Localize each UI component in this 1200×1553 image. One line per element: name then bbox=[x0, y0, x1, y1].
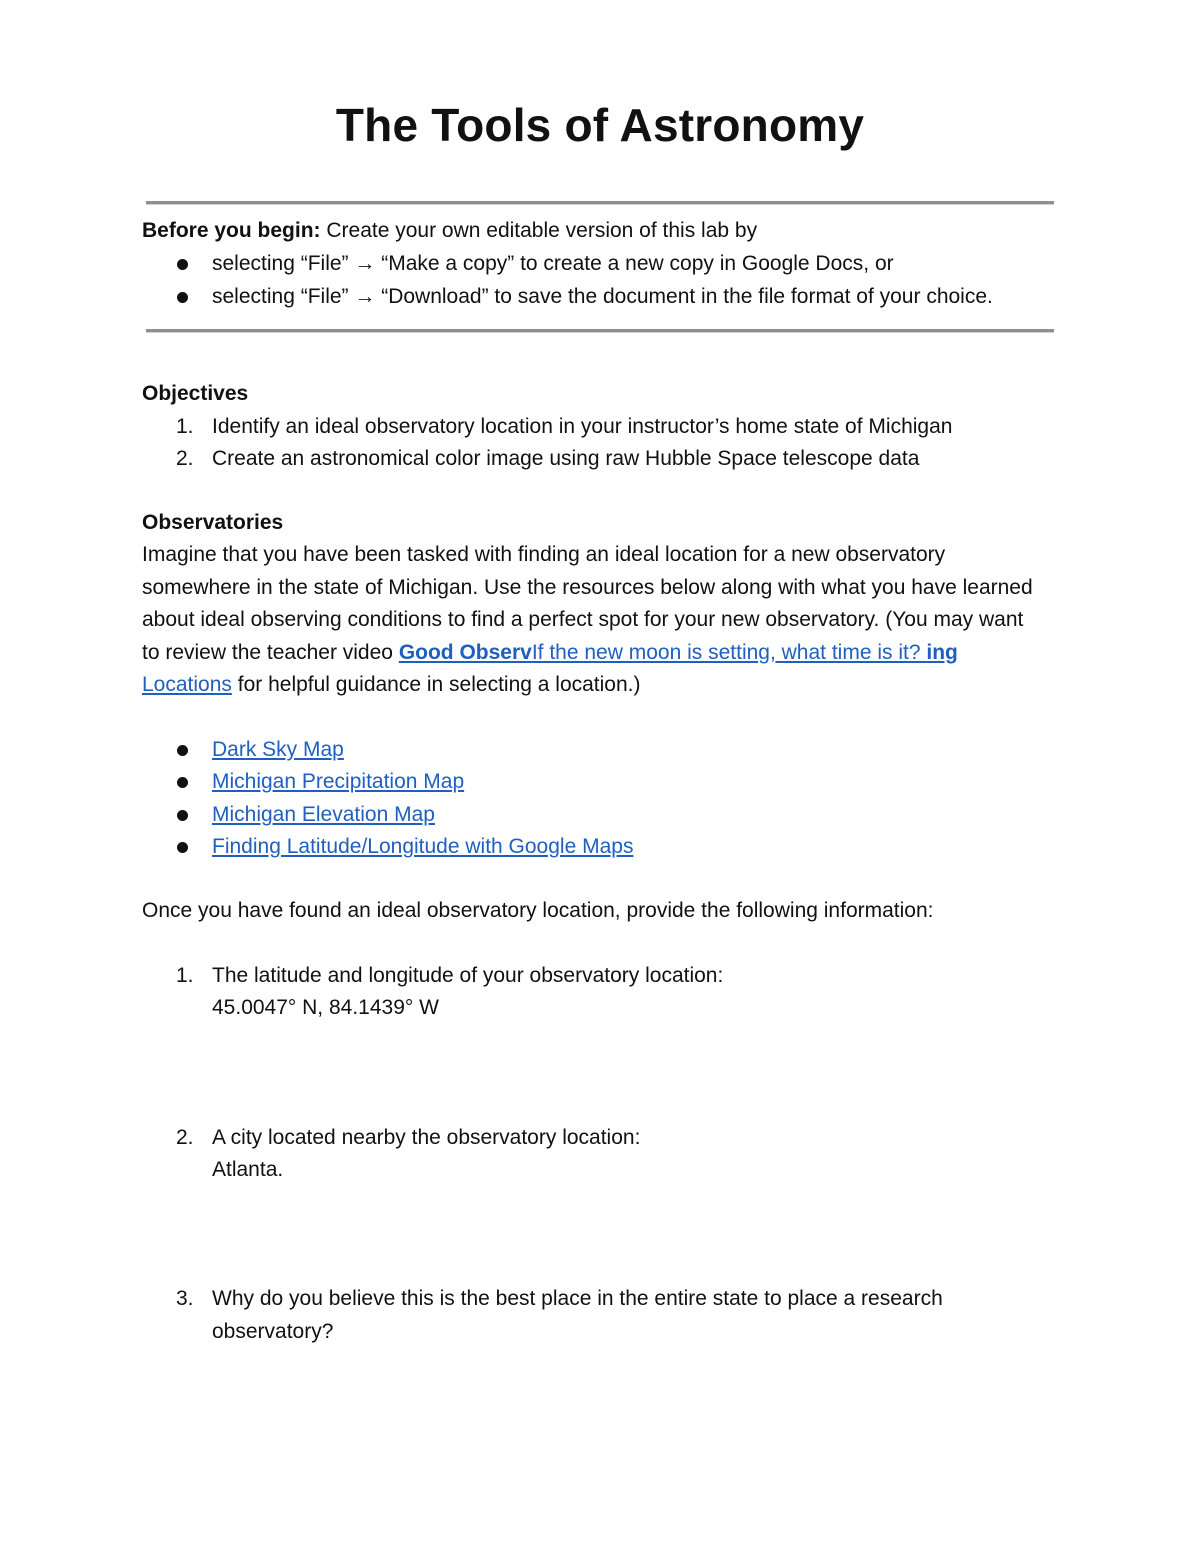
question-2-answer[interactable]: Atlanta. bbox=[212, 1158, 284, 1181]
divider-bottom bbox=[146, 329, 1054, 333]
observatories-para-line-1: Imagine that you have been tasked with finding an ideal location for a new observatory bbox=[142, 543, 946, 566]
page-title: The Tools of Astronomy bbox=[335, 99, 865, 151]
locations-link[interactable]: Locations bbox=[142, 673, 232, 696]
question-3-text-line-1: Why do you believe this is the best place in the entire state to place a research bbox=[212, 1287, 943, 1310]
observatories-para-line-3: about ideal observing conditions to find a perfect spot for your new observatory. (You may want bbox=[142, 608, 1024, 631]
observatories-para-line-4 bbox=[142, 639, 958, 667]
before-item-1: selecting “File” → “Make a copy” to create a new copy in Google Docs, or bbox=[212, 252, 894, 275]
line5-suffix: for helpful guidance in selecting a location.) bbox=[231, 673, 641, 696]
overlay-question-text[interactable]: If the new moon is setting, what time is it? bbox=[531, 641, 927, 664]
question-number: 1. bbox=[176, 964, 194, 987]
before-item-2: selecting “File” → “Download” to save the document in the file format of your choice. bbox=[212, 285, 993, 308]
objective-number: 1. bbox=[176, 415, 194, 438]
line4-prefix: to review the teacher video bbox=[142, 641, 399, 664]
objective-item-1: Identify an ideal observatory location in your instructor’s home state of Michigan bbox=[212, 415, 953, 438]
good-observing-locations-link-end[interactable]: ing bbox=[926, 641, 958, 664]
before-begin-text: Create your own editable version of this lab by bbox=[320, 219, 758, 242]
question-number: 2. bbox=[176, 1126, 194, 1149]
question-number: 3. bbox=[176, 1287, 194, 1310]
observatories-heading: Observatories bbox=[142, 511, 284, 534]
objective-item-2: Create an astronomical color image using raw Hubble Space telescope data bbox=[212, 447, 920, 470]
dark-sky-map-link[interactable]: Dark Sky Map bbox=[212, 738, 344, 761]
bullet-icon bbox=[177, 745, 188, 756]
divider-top bbox=[146, 201, 1054, 205]
lat-long-google-maps-link[interactable]: Finding Latitude/Longitude with Google Maps bbox=[212, 835, 634, 858]
bullet-icon bbox=[177, 777, 188, 788]
question-1-text: The latitude and longitude of your observatory location: bbox=[212, 964, 724, 987]
instructions-text: Once you have found an ideal observatory location, provide the following information: bbox=[142, 899, 934, 922]
objective-number: 2. bbox=[176, 447, 194, 470]
question-2-text: A city located nearby the observatory location: bbox=[212, 1126, 641, 1149]
good-observing-locations-link[interactable]: Good Observ bbox=[398, 641, 532, 664]
bullet-icon bbox=[177, 842, 188, 853]
question-1-answer[interactable]: 45.0047° N, 84.1439° W bbox=[212, 996, 439, 1019]
elevation-map-link[interactable]: Michigan Elevation Map bbox=[212, 803, 435, 826]
precipitation-map-link[interactable]: Michigan Precipitation Map bbox=[212, 770, 465, 793]
observatories-para-line-5 bbox=[142, 671, 641, 699]
bullet-icon bbox=[177, 292, 188, 303]
observatories-para-line-2: somewhere in the state of Michigan. Use the resources below along with what you have learned bbox=[142, 576, 1033, 599]
objectives-heading: Objectives bbox=[142, 382, 249, 405]
before-begin-label: Before you begin: bbox=[142, 219, 321, 242]
before-begin-line bbox=[142, 217, 757, 245]
bullet-icon bbox=[177, 810, 188, 821]
bullet-icon bbox=[177, 259, 188, 270]
question-3-text-line-2: observatory? bbox=[212, 1320, 334, 1343]
